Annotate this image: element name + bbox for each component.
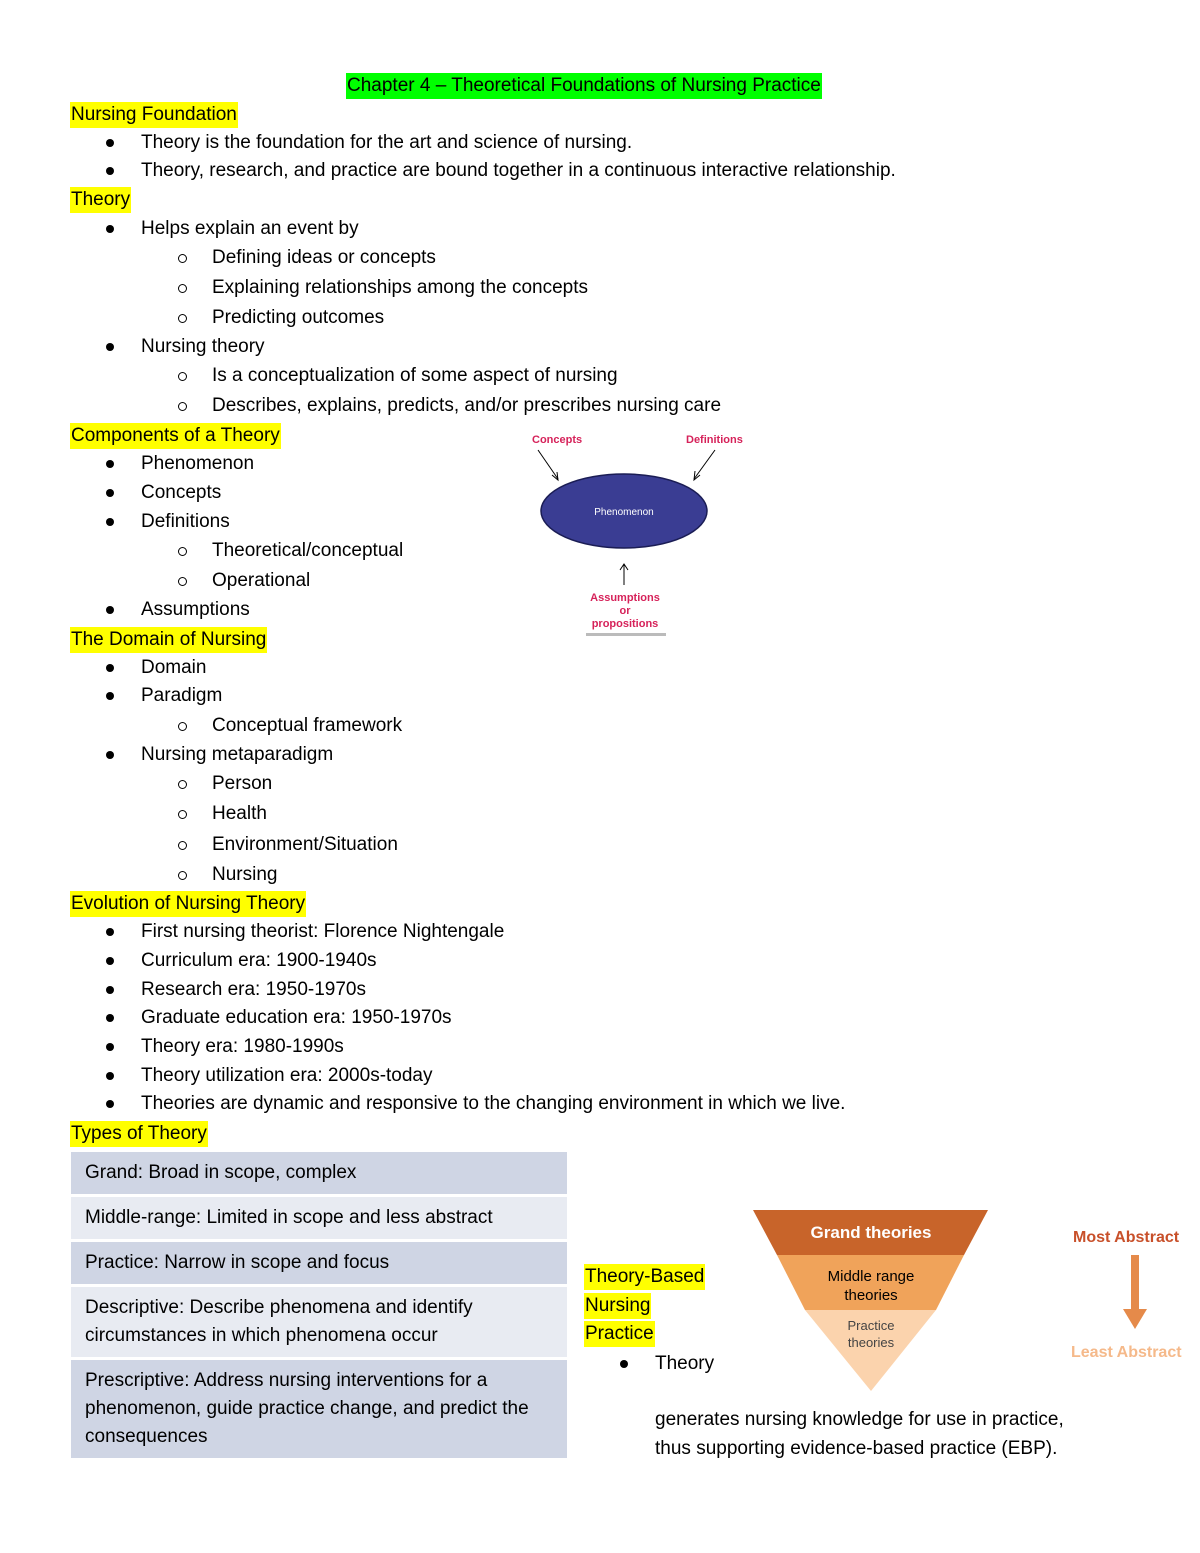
list-item: Conceptual framework [212, 715, 403, 736]
list-item: Assumptions [141, 599, 250, 620]
list-item: Predicting outcomes [212, 307, 385, 328]
sub-bullet-icon [178, 284, 187, 293]
sub-bullet-icon [178, 577, 187, 586]
list-item: Phenomenon [141, 453, 255, 474]
bullet-icon [106, 928, 114, 936]
bullet-icon [106, 1072, 114, 1080]
heading-theory-based-line3: Practice [584, 1321, 655, 1347]
list-item: Theory is the foundation for the art and science of nursing. [141, 132, 633, 153]
bullet-icon [620, 1360, 628, 1368]
sub-bullet-icon [178, 314, 187, 323]
list-item: First nursing theorist: Florence Nightengale [141, 921, 505, 942]
abstraction-arrow-shaft [1131, 1255, 1139, 1311]
types-row-prescriptive: Prescriptive: Address nursing interventions for a phenomenon, guide practice change, and predict the consequences [71, 1360, 567, 1458]
paragraph-line: generates nursing knowledge for use in practice, [655, 1409, 1064, 1430]
list-item: Helps explain an event by [141, 218, 359, 239]
list-item: Theoretical/conceptual [212, 540, 404, 561]
list-item: Paradigm [141, 685, 223, 706]
bullet-icon [106, 225, 114, 233]
bullet-icon [106, 664, 114, 672]
bullet-icon [106, 751, 114, 759]
types-row-middle-range: Middle-range: Limited in scope and less abstract [71, 1197, 567, 1239]
diagram-caption-smudge [586, 633, 666, 636]
heading-components: Components of a Theory [70, 423, 281, 449]
arrowhead-icon [552, 472, 558, 480]
pyramid-grand-label: Grand theories [810, 1223, 932, 1242]
pyramid-middle-label: Middle range [827, 1268, 915, 1285]
bullet-icon [106, 1014, 114, 1022]
bullet-icon [106, 957, 114, 965]
list-item: Nursing [212, 864, 278, 885]
list-item: Operational [212, 570, 311, 591]
pyramid-practice-label: Practice [847, 1318, 895, 1333]
bullet-icon [106, 167, 114, 175]
list-item: Definitions [141, 511, 230, 532]
most-abstract-label: Most Abstract [1073, 1229, 1180, 1246]
sub-bullet-icon [178, 780, 187, 789]
pyramid-practice-label-2: theories [847, 1335, 895, 1350]
list-item: Concepts [141, 482, 222, 503]
list-item: Nursing metaparadigm [141, 744, 334, 765]
list-item: Theories are dynamic and responsive to the changing environment in which we live. [141, 1093, 846, 1114]
list-item: Research era: 1950-1970s [141, 979, 366, 1000]
list-item: Curriculum era: 1900-1940s [141, 950, 377, 971]
diagram-phenomenon-label: Phenomenon [594, 507, 654, 518]
page-title: Chapter 4 – Theoretical Foundations of Nursing Practice [346, 73, 822, 99]
bullet-icon [106, 1100, 114, 1108]
list-item: Graduate education era: 1950-1970s [141, 1007, 452, 1028]
bullet-icon [106, 343, 114, 351]
least-abstract-label: Least Abstract [1071, 1344, 1182, 1361]
paragraph-line: thus supporting evidence-based practice (EBP). [655, 1438, 1058, 1459]
diagram-propositions-label: propositions [591, 618, 659, 630]
bullet-icon [106, 489, 114, 497]
heading-domain: The Domain of Nursing [70, 627, 267, 653]
list-item: Explaining relationships among the concepts [212, 277, 589, 298]
bullet-icon [106, 986, 114, 994]
types-row-descriptive: Descriptive: Describe phenomena and identify circumstances in which phenomena occur [71, 1287, 567, 1357]
list-item: Defining ideas or concepts [212, 247, 436, 268]
abstraction-arrow-head-icon [1123, 1309, 1147, 1329]
heading-theory: Theory [70, 187, 131, 213]
heading-nursing-foundation: Nursing Foundation [70, 102, 238, 128]
list-item: Describes, explains, predicts, and/or prescribes nursing care [212, 395, 722, 416]
bullet-icon [106, 1043, 114, 1051]
sub-bullet-icon [178, 547, 187, 556]
bullet-icon [106, 139, 114, 147]
heading-theory-based: Theory-Based [584, 1264, 705, 1290]
list-item: Person [212, 773, 273, 794]
diagram-assumptions-label: Assumptions [590, 592, 660, 604]
abstraction-pyramid [740, 1205, 1200, 1405]
pyramid-middle-label-2: theories [844, 1287, 898, 1304]
sub-bullet-icon [178, 372, 187, 381]
heading-theory-based-line2: Nursing [584, 1293, 651, 1319]
list-item: Theory era: 1980-1990s [141, 1036, 344, 1057]
list-item: Domain [141, 657, 207, 678]
diagram-concepts-label: Concepts [532, 434, 583, 446]
components-diagram [490, 425, 770, 645]
types-row-practice: Practice: Narrow in scope and focus [71, 1242, 567, 1284]
arrow-icon [538, 450, 558, 479]
sub-bullet-icon [178, 722, 187, 731]
sub-bullet-icon [178, 402, 187, 411]
heading-evolution: Evolution of Nursing Theory [70, 891, 306, 917]
sub-bullet-icon [178, 841, 187, 850]
types-table [71, 1152, 567, 1461]
bullet-icon [106, 606, 114, 614]
list-item: Nursing theory [141, 336, 265, 357]
list-item: Is a conceptualization of some aspect of nursing [212, 365, 618, 386]
bullet-icon [106, 460, 114, 468]
list-item: Theory, research, and practice are bound together in a continuous interactive relationship. [141, 160, 896, 181]
sub-bullet-icon [178, 871, 187, 880]
list-item: Theory [655, 1353, 715, 1374]
bullet-icon [106, 692, 114, 700]
sub-bullet-icon [178, 254, 187, 263]
diagram-definitions-label: Definitions [686, 434, 743, 446]
types-row-grand: Grand: Broad in scope, complex [71, 1152, 567, 1194]
sub-bullet-icon [178, 810, 187, 819]
list-item: Environment/Situation [212, 834, 398, 855]
heading-types: Types of Theory [70, 1121, 208, 1147]
list-item: Health [212, 803, 267, 824]
bullet-icon [106, 518, 114, 526]
arrow-icon [694, 450, 715, 479]
list-item: Theory utilization era: 2000s-today [141, 1065, 433, 1086]
diagram-or-label: or [619, 605, 631, 617]
